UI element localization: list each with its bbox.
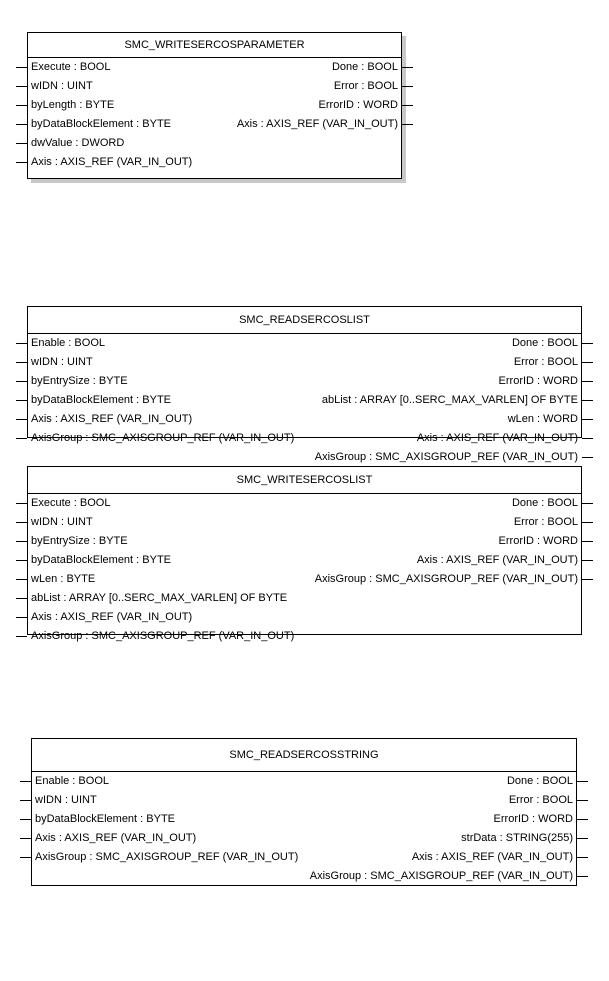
input-connector-line bbox=[16, 162, 27, 163]
input-connector-line bbox=[16, 105, 27, 106]
output-connector-line bbox=[577, 800, 588, 801]
output-port[interactable]: AxisGroup : SMC_AXISGROUP_REF (VAR_IN_OUT) bbox=[314, 451, 578, 463]
output-connector-line bbox=[577, 876, 588, 877]
title-divider bbox=[28, 57, 401, 58]
output-port[interactable]: Error : BOOL bbox=[513, 516, 578, 528]
output-port[interactable]: ErrorID : WORD bbox=[493, 813, 573, 825]
input-port[interactable]: wLen : BYTE bbox=[31, 573, 96, 585]
input-connector-line bbox=[20, 800, 31, 801]
output-connector-line bbox=[582, 343, 593, 344]
function-block[interactable] bbox=[27, 306, 582, 463]
input-port[interactable]: byDataBlockElement : BYTE bbox=[35, 813, 176, 825]
input-port[interactable]: abList : ARRAY [0..SERC_MAX_VARLEN] OF BYTE bbox=[31, 592, 288, 604]
input-connector-line bbox=[16, 419, 27, 420]
input-port[interactable]: byLength : BYTE bbox=[31, 99, 115, 111]
function-block-title: SMC_WRITESERCOSLIST bbox=[236, 474, 373, 486]
input-port[interactable]: AxisGroup : SMC_AXISGROUP_REF (VAR_IN_OUT) bbox=[31, 630, 295, 642]
output-port[interactable]: Error : BOOL bbox=[508, 794, 573, 806]
output-connector-line bbox=[582, 541, 593, 542]
input-port[interactable]: byDataBlockElement : BYTE bbox=[31, 394, 172, 406]
input-connector-line bbox=[16, 67, 27, 68]
output-connector-line bbox=[582, 362, 593, 363]
output-port[interactable]: abList : ARRAY [0..SERC_MAX_VARLEN] OF BYTE bbox=[321, 394, 578, 406]
input-port[interactable]: wIDN : UINT bbox=[31, 516, 93, 528]
input-connector-line bbox=[16, 343, 27, 344]
input-connector-line bbox=[16, 617, 27, 618]
function-block[interactable] bbox=[27, 466, 582, 642]
output-connector-line bbox=[577, 838, 588, 839]
input-port[interactable]: AxisGroup : SMC_AXISGROUP_REF (VAR_IN_OUT) bbox=[31, 432, 295, 444]
title-divider bbox=[28, 333, 581, 334]
output-port[interactable]: Error : BOOL bbox=[513, 356, 578, 368]
output-port[interactable]: Axis : AXIS_REF (VAR_IN_OUT) bbox=[416, 554, 578, 566]
output-connector-line bbox=[582, 579, 593, 580]
function-block[interactable] bbox=[31, 738, 577, 886]
title-divider bbox=[28, 493, 581, 494]
function-block-title: SMC_WRITESERCOSPARAMETER bbox=[124, 39, 305, 51]
output-port[interactable]: Axis : AXIS_REF (VAR_IN_OUT) bbox=[236, 118, 398, 130]
output-connector-line bbox=[582, 381, 593, 382]
input-connector-line bbox=[20, 781, 31, 782]
output-port[interactable]: ErrorID : WORD bbox=[498, 535, 578, 547]
output-port[interactable]: Done : BOOL bbox=[506, 775, 573, 787]
input-port[interactable]: Axis : AXIS_REF (VAR_IN_OUT) bbox=[31, 611, 193, 623]
input-connector-line bbox=[20, 857, 31, 858]
function-block-title: SMC_READSERCOSLIST bbox=[239, 314, 370, 326]
input-port[interactable]: Enable : BOOL bbox=[31, 337, 105, 349]
input-connector-line bbox=[16, 381, 27, 382]
output-connector-line bbox=[402, 105, 413, 106]
output-port[interactable]: wLen : WORD bbox=[507, 413, 578, 425]
function-block-title: SMC_READSERCOSSTRING bbox=[229, 749, 379, 761]
output-connector-line bbox=[402, 124, 413, 125]
input-connector-line bbox=[16, 522, 27, 523]
input-port[interactable]: byDataBlockElement : BYTE bbox=[31, 554, 172, 566]
input-connector-line bbox=[16, 86, 27, 87]
input-connector-line bbox=[16, 598, 27, 599]
input-port[interactable]: wIDN : UINT bbox=[31, 80, 93, 92]
output-connector-line bbox=[582, 438, 593, 439]
input-connector-line bbox=[16, 438, 27, 439]
input-connector-line bbox=[20, 838, 31, 839]
input-port[interactable]: byEntrySize : BYTE bbox=[31, 375, 128, 387]
output-connector-line bbox=[582, 522, 593, 523]
input-connector-line bbox=[16, 560, 27, 561]
output-port[interactable]: Axis : AXIS_REF (VAR_IN_OUT) bbox=[411, 851, 573, 863]
output-port[interactable]: ErrorID : WORD bbox=[318, 99, 398, 111]
title-divider bbox=[32, 771, 576, 772]
input-connector-line bbox=[16, 362, 27, 363]
input-port[interactable]: AxisGroup : SMC_AXISGROUP_REF (VAR_IN_OUT) bbox=[35, 851, 299, 863]
input-port[interactable]: wIDN : UINT bbox=[35, 794, 97, 806]
input-port[interactable]: Enable : BOOL bbox=[35, 775, 109, 787]
output-port[interactable]: AxisGroup : SMC_AXISGROUP_REF (VAR_IN_OUT) bbox=[314, 573, 578, 585]
output-connector-line bbox=[582, 503, 593, 504]
input-connector-line bbox=[16, 636, 27, 637]
output-port[interactable]: Done : BOOL bbox=[511, 497, 578, 509]
input-port[interactable]: Axis : AXIS_REF (VAR_IN_OUT) bbox=[31, 156, 193, 168]
output-connector-line bbox=[402, 67, 413, 68]
output-port[interactable]: Axis : AXIS_REF (VAR_IN_OUT) bbox=[416, 432, 578, 444]
output-port[interactable]: Error : BOOL bbox=[333, 80, 398, 92]
input-port[interactable]: wIDN : UINT bbox=[31, 356, 93, 368]
output-connector-line bbox=[582, 560, 593, 561]
input-port[interactable]: Axis : AXIS_REF (VAR_IN_OUT) bbox=[35, 832, 197, 844]
input-connector-line bbox=[16, 503, 27, 504]
input-port[interactable]: Axis : AXIS_REF (VAR_IN_OUT) bbox=[31, 413, 193, 425]
output-connector-line bbox=[577, 781, 588, 782]
output-port[interactable]: ErrorID : WORD bbox=[498, 375, 578, 387]
input-connector-line bbox=[16, 400, 27, 401]
input-port[interactable]: Execute : BOOL bbox=[31, 61, 111, 73]
output-port[interactable]: Done : BOOL bbox=[511, 337, 578, 349]
output-connector-line bbox=[402, 86, 413, 87]
input-port[interactable]: dwValue : DWORD bbox=[31, 137, 125, 149]
function-block[interactable] bbox=[27, 32, 402, 179]
output-connector-line bbox=[582, 400, 593, 401]
output-connector-line bbox=[582, 457, 593, 458]
output-port[interactable]: strData : STRING(255) bbox=[461, 832, 573, 844]
output-connector-line bbox=[577, 819, 588, 820]
input-port[interactable]: Execute : BOOL bbox=[31, 497, 111, 509]
input-port[interactable]: byDataBlockElement : BYTE bbox=[31, 118, 172, 130]
input-connector-line bbox=[20, 819, 31, 820]
output-port[interactable]: Done : BOOL bbox=[331, 61, 398, 73]
output-port[interactable]: AxisGroup : SMC_AXISGROUP_REF (VAR_IN_OUT) bbox=[309, 870, 573, 882]
input-connector-line bbox=[16, 579, 27, 580]
input-connector-line bbox=[16, 143, 27, 144]
input-connector-line bbox=[16, 124, 27, 125]
output-connector-line bbox=[582, 419, 593, 420]
input-connector-line bbox=[16, 541, 27, 542]
output-connector-line bbox=[577, 857, 588, 858]
input-port[interactable]: byEntrySize : BYTE bbox=[31, 535, 128, 547]
